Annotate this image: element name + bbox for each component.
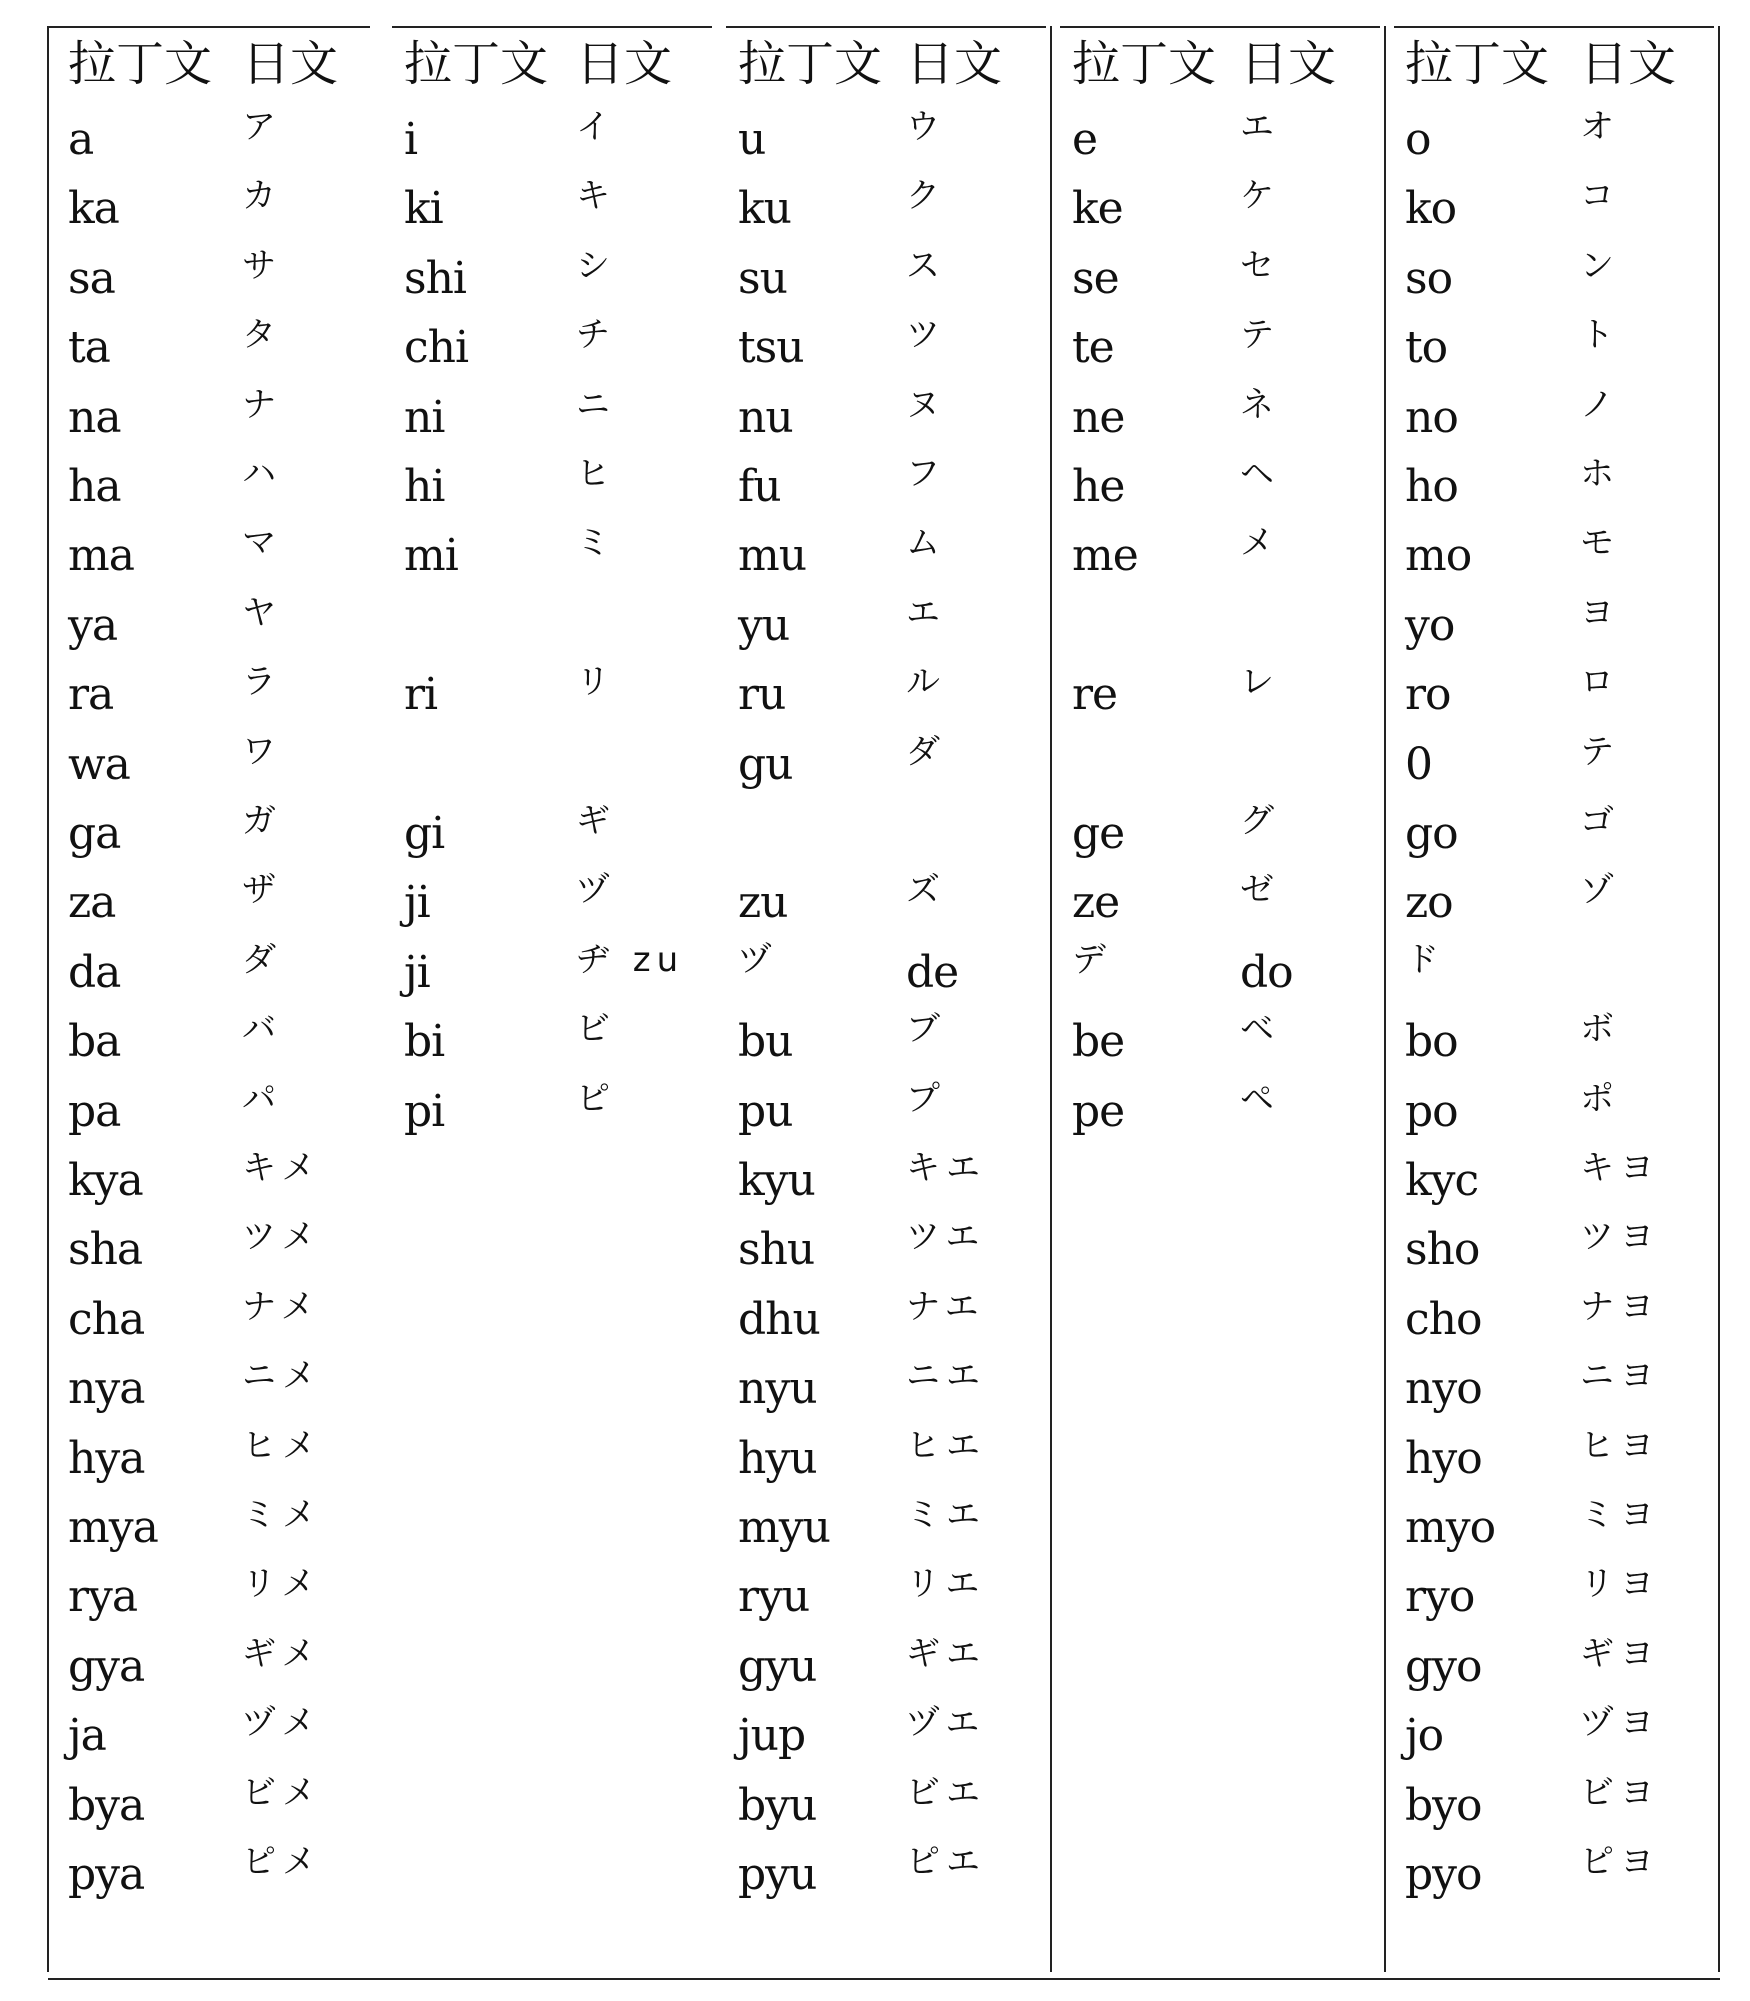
romaji-cell: be xyxy=(1072,1016,1125,1068)
romaji-cell: ze xyxy=(1072,877,1120,929)
kana-cell: ボ xyxy=(1580,1009,1620,1050)
romaji-cell: pi xyxy=(404,1085,445,1137)
romaji-cell: byu xyxy=(738,1779,817,1831)
column-divider xyxy=(1050,26,1052,1972)
table-top-border xyxy=(1060,26,1380,28)
romaji-cell: sa xyxy=(68,252,115,304)
kana-cell: イ xyxy=(576,107,616,147)
kana-cell: キメ xyxy=(242,1148,322,1188)
kana-cell: シ xyxy=(576,245,616,286)
kana-cell: ズ xyxy=(906,870,946,911)
kana-cell: キエ xyxy=(906,1148,986,1188)
kana-cell: ヅ xyxy=(576,870,616,911)
kana-cell: ギ xyxy=(576,801,616,841)
kana-cell: ヅメ xyxy=(242,1703,322,1744)
kana-cell: コ xyxy=(1580,176,1620,217)
romaji-cell: cha xyxy=(68,1293,145,1345)
kana-cell: ヌ xyxy=(906,384,946,425)
romaji-cell: no xyxy=(1405,391,1458,443)
kana-cell: ニ xyxy=(576,384,616,425)
kana-cell: ミヨ xyxy=(1580,1495,1660,1535)
romaji-cell: ji xyxy=(404,946,430,998)
romaji-cell: mi xyxy=(404,530,458,582)
romaji-cell: hyo xyxy=(1405,1432,1482,1484)
kana-cell: ダ xyxy=(906,731,946,772)
kana-cell: ビメ xyxy=(242,1772,322,1813)
kana-cell: ヅエ xyxy=(906,1703,986,1744)
romaji-cell: ki xyxy=(404,183,443,235)
romaji-cell: yo xyxy=(1405,599,1455,651)
romaji-cell: bya xyxy=(68,1779,145,1831)
kana-cell: キ xyxy=(576,176,616,217)
kana-cell: ペ xyxy=(1240,1078,1280,1119)
romaji-cell: kya xyxy=(68,1155,143,1206)
romaji-cell: hi xyxy=(404,461,445,512)
romaji-cell: ga xyxy=(68,808,121,859)
romaji-cell: to xyxy=(1405,322,1448,374)
kana-cell: ル xyxy=(906,662,946,703)
kana-cell: ツ xyxy=(906,315,946,356)
romaji-cell: sho xyxy=(1405,1224,1480,1276)
romaji-cell: shi xyxy=(404,252,466,304)
kana-cell: ゴ xyxy=(1580,801,1620,841)
romaji-cell: jo xyxy=(1405,1710,1444,1762)
kana-cell: ワ xyxy=(242,731,282,772)
kana-cell: リエ xyxy=(906,1564,986,1605)
kana-cell: ツヨ xyxy=(1580,1217,1660,1258)
kana-cell: ケ xyxy=(1240,176,1280,217)
header-latin: 拉丁文 xyxy=(1072,36,1217,92)
romaji-cell: gi xyxy=(404,808,445,859)
kana-cell: ヒ xyxy=(576,454,616,494)
romaji-cell: fu xyxy=(738,461,781,512)
romaji-cell: gu xyxy=(738,738,793,790)
romaji-cell: o xyxy=(1405,114,1431,165)
kana-cell: ナメ xyxy=(242,1286,321,1327)
table-bottom-border xyxy=(48,1978,1720,1980)
romaji-cell: ha xyxy=(68,461,121,512)
romaji-cell: i xyxy=(404,114,418,165)
header-latin: 拉丁文 xyxy=(1405,36,1550,92)
romaji-cell: ni xyxy=(404,391,445,443)
column-divider xyxy=(1718,26,1720,1972)
romaji-cell: ri xyxy=(404,669,438,721)
kana-cell: フ xyxy=(906,454,946,494)
romaji-cell: 0 xyxy=(1405,738,1432,790)
kana-cell: ウ xyxy=(906,107,946,147)
kana-cell: ヅ xyxy=(738,939,778,980)
kana-cell: ミ xyxy=(576,523,616,564)
kana-cell: ア xyxy=(242,107,282,147)
kana-cell: ツメ xyxy=(242,1217,322,1258)
romaji-cell: zu xyxy=(738,877,788,929)
kana-cell: ベ xyxy=(1240,1009,1280,1050)
kana-cell: ザ xyxy=(242,870,282,911)
header-latin: 拉丁文 xyxy=(404,36,549,92)
kana-cell: レ xyxy=(1240,662,1280,703)
kana-cell: ヂ zu xyxy=(576,939,685,980)
romaji-cell: te xyxy=(1072,322,1114,374)
romaji-cell: mo xyxy=(1405,530,1472,582)
romaji-cell: jup xyxy=(738,1710,806,1762)
kana-cell: パ xyxy=(242,1078,282,1119)
kana-cell: ナ xyxy=(242,384,282,425)
table-top-border xyxy=(726,26,1046,28)
romaji-cell: pu xyxy=(738,1085,793,1137)
romaji-cell: me xyxy=(1072,530,1138,582)
kana-cell: ム xyxy=(906,523,946,564)
kana-cell: ン xyxy=(1580,245,1620,286)
romaji-cell: do xyxy=(1240,946,1293,998)
kana-cell: デ xyxy=(1072,939,1112,980)
kana-cell: ト xyxy=(1580,315,1620,356)
kana-cell: マ xyxy=(242,523,282,564)
kana-cell: ポ xyxy=(1580,1078,1620,1119)
romaji-cell: yu xyxy=(738,599,790,651)
kana-cell: サ xyxy=(242,245,282,286)
header-japanese: 日文 xyxy=(576,36,673,92)
table-top-border xyxy=(392,26,712,28)
romaji-cell: mu xyxy=(738,530,807,582)
romaji-cell: ho xyxy=(1405,461,1458,512)
kana-cell: カ xyxy=(242,176,282,217)
kana-cell: ヒヨ xyxy=(1580,1425,1660,1466)
romaji-cell: gyu xyxy=(738,1640,817,1692)
kana-cell: ゼ xyxy=(1240,870,1280,911)
romaji-cell: bu xyxy=(738,1016,793,1068)
kana-cell: セ xyxy=(1240,245,1280,286)
romaji-cell: ryu xyxy=(738,1571,810,1623)
romaji-cell: he xyxy=(1072,461,1125,512)
romaji-cell: myo xyxy=(1405,1502,1496,1553)
kana-cell: ラ xyxy=(242,662,282,703)
romaji-cell: cho xyxy=(1405,1293,1482,1345)
kana-cell: ピメ xyxy=(242,1842,322,1882)
kana-cell: テ xyxy=(1580,731,1620,772)
romaji-cell: hya xyxy=(68,1432,145,1484)
romaji-cell: e xyxy=(1072,114,1098,165)
kana-cell: ピヨ xyxy=(1580,1842,1660,1882)
kana-cell: ギメ xyxy=(242,1633,322,1674)
kana-cell: チ xyxy=(576,315,616,356)
romaji-cell: myu xyxy=(738,1502,830,1553)
kana-cell: ニメ xyxy=(242,1356,322,1397)
romaji-cell: ja xyxy=(68,1710,106,1762)
romaji-cell: se xyxy=(1072,252,1119,304)
header-japanese: 日文 xyxy=(906,36,1003,92)
romaji-cell: ra xyxy=(68,669,114,721)
romaji-cell: pe xyxy=(1072,1085,1125,1137)
romaji-cell: re xyxy=(1072,669,1118,721)
kana-cell: ヤ xyxy=(242,592,282,633)
romaji-cell: ko xyxy=(1405,183,1457,235)
kana-cell: ス xyxy=(906,245,946,286)
kana-cell: オ xyxy=(1580,107,1620,147)
kana-cell: メ xyxy=(1240,523,1280,564)
kana-cell: ガ xyxy=(242,801,282,841)
romaji-cell: ta xyxy=(68,322,110,374)
kana-cell: ネ xyxy=(1240,384,1280,425)
kana-cell: ツエ xyxy=(906,1217,986,1258)
romaji-cell: dhu xyxy=(738,1293,820,1345)
kana-cell: グ xyxy=(1240,801,1280,841)
kana-cell: ナヨ xyxy=(1580,1286,1660,1327)
kana-cell: タ xyxy=(242,315,282,356)
table-top-border xyxy=(1394,26,1714,28)
romaji-cell: ya xyxy=(68,599,118,651)
table-top-border xyxy=(48,26,370,28)
header-latin: 拉丁文 xyxy=(738,36,883,92)
kana-cell: ギヨ xyxy=(1580,1633,1660,1674)
kana-cell: ヨ xyxy=(1580,592,1620,633)
romaji-cell: gya xyxy=(68,1640,145,1692)
kana-cell: リメ xyxy=(242,1564,322,1605)
romaji-cell: nya xyxy=(68,1363,145,1415)
romaji-cell: po xyxy=(1405,1085,1458,1137)
romaji-cell: ne xyxy=(1072,391,1125,443)
kana-cell: ビヨ xyxy=(1580,1772,1660,1813)
kana-cell: リヨ xyxy=(1580,1564,1660,1605)
romaji-cell: byo xyxy=(1405,1779,1482,1831)
romaji-cell: za xyxy=(68,877,116,929)
kana-cell: ク xyxy=(906,176,946,217)
kana-cell: ヒメ xyxy=(242,1425,322,1466)
romaji-cell: ka xyxy=(68,183,119,235)
kana-cell: ビエ xyxy=(906,1772,986,1813)
romaji-cell: bi xyxy=(404,1016,445,1068)
romaji-cell: go xyxy=(1405,808,1458,859)
romaji-cell: tsu xyxy=(738,322,804,374)
romaji-cell: a xyxy=(68,114,94,165)
romaji-cell: ryo xyxy=(1405,1571,1475,1623)
kana-cell: ナエ xyxy=(906,1286,985,1327)
kana-cell: ハ xyxy=(242,454,282,494)
kana-cell: ヒエ xyxy=(906,1425,986,1466)
kana-cell: ピエ xyxy=(906,1842,986,1882)
romaji-cell: kyc xyxy=(1405,1155,1479,1206)
kana-cell: バ xyxy=(242,1009,282,1050)
romaji-cell: ru xyxy=(738,669,786,721)
kana-cell: ミメ xyxy=(242,1495,322,1535)
romaji-cell: ji xyxy=(404,877,430,929)
romaji-cell: ba xyxy=(68,1016,121,1068)
column-divider xyxy=(1384,26,1386,1972)
header-japanese: 日文 xyxy=(242,36,339,92)
romaji-cell: ma xyxy=(68,530,134,582)
romaji-cell: so xyxy=(1405,252,1453,304)
kana-cell: ピ xyxy=(576,1078,616,1119)
header-japanese: 日文 xyxy=(1580,36,1677,92)
kana-cell: ヅヨ xyxy=(1580,1703,1660,1744)
kana-cell: エ xyxy=(906,592,946,633)
romaji-cell: chi xyxy=(404,322,469,374)
header-japanese: 日文 xyxy=(1240,36,1337,92)
romaji-cell: mya xyxy=(68,1502,158,1553)
kana-cell: ギエ xyxy=(906,1633,986,1674)
romaji-cell: pyu xyxy=(738,1849,817,1900)
romaji-cell: bo xyxy=(1405,1016,1458,1068)
kana-cell: ビ xyxy=(576,1009,616,1050)
romaji-cell: nu xyxy=(738,391,793,443)
romaji-cell: pyo xyxy=(1405,1849,1482,1900)
kana-cell: ニエ xyxy=(906,1356,986,1397)
romaji-cell: nyu xyxy=(738,1363,817,1415)
romaji-cell: de xyxy=(906,946,959,998)
kana-cell: ゾ xyxy=(1580,870,1620,911)
romaji-cell: gyo xyxy=(1405,1640,1482,1692)
kana-cell: リ xyxy=(576,662,616,703)
kana-cell: ド xyxy=(1405,939,1445,980)
kana-cell: モ xyxy=(1580,523,1620,564)
romaji-cell: ro xyxy=(1405,669,1451,721)
romaji-cell: rya xyxy=(68,1571,138,1623)
kana-cell: テ xyxy=(1240,315,1280,356)
kana-cell: ニヨ xyxy=(1580,1356,1660,1397)
romaji-cell: da xyxy=(68,946,121,998)
romaji-cell: na xyxy=(68,391,121,443)
kana-cell: エ xyxy=(1240,107,1280,147)
kana-cell: ホ xyxy=(1580,454,1620,494)
romaji-cell: zo xyxy=(1405,877,1453,929)
romaji-cell: shu xyxy=(738,1224,815,1276)
romaji-cell: u xyxy=(738,114,766,165)
kana-cell: ヘ xyxy=(1240,454,1280,494)
romaji-cell: ge xyxy=(1072,808,1125,859)
kana-cell: ダ xyxy=(242,939,282,980)
romaji-cell: sha xyxy=(68,1224,143,1276)
romaji-cell: wa xyxy=(68,738,130,790)
romaji-cell: kyu xyxy=(738,1155,815,1206)
kana-cell: キヨ xyxy=(1580,1148,1660,1188)
romaji-cell: ke xyxy=(1072,183,1123,235)
header-latin: 拉丁文 xyxy=(68,36,213,92)
kana-cell: ノ xyxy=(1580,384,1620,425)
romaji-cell: ku xyxy=(738,183,791,235)
kana-cell: プ xyxy=(906,1078,946,1119)
romaji-cell: su xyxy=(738,252,787,304)
column-divider xyxy=(47,26,49,1972)
romaji-cell: pya xyxy=(68,1849,145,1900)
kana-cell: ロ xyxy=(1580,662,1620,703)
romaji-cell: pa xyxy=(68,1085,121,1137)
kana-cell: ミエ xyxy=(906,1495,986,1535)
romaji-cell: hyu xyxy=(738,1432,817,1484)
kana-cell: ブ xyxy=(906,1009,946,1050)
romaji-cell: nyo xyxy=(1405,1363,1482,1415)
